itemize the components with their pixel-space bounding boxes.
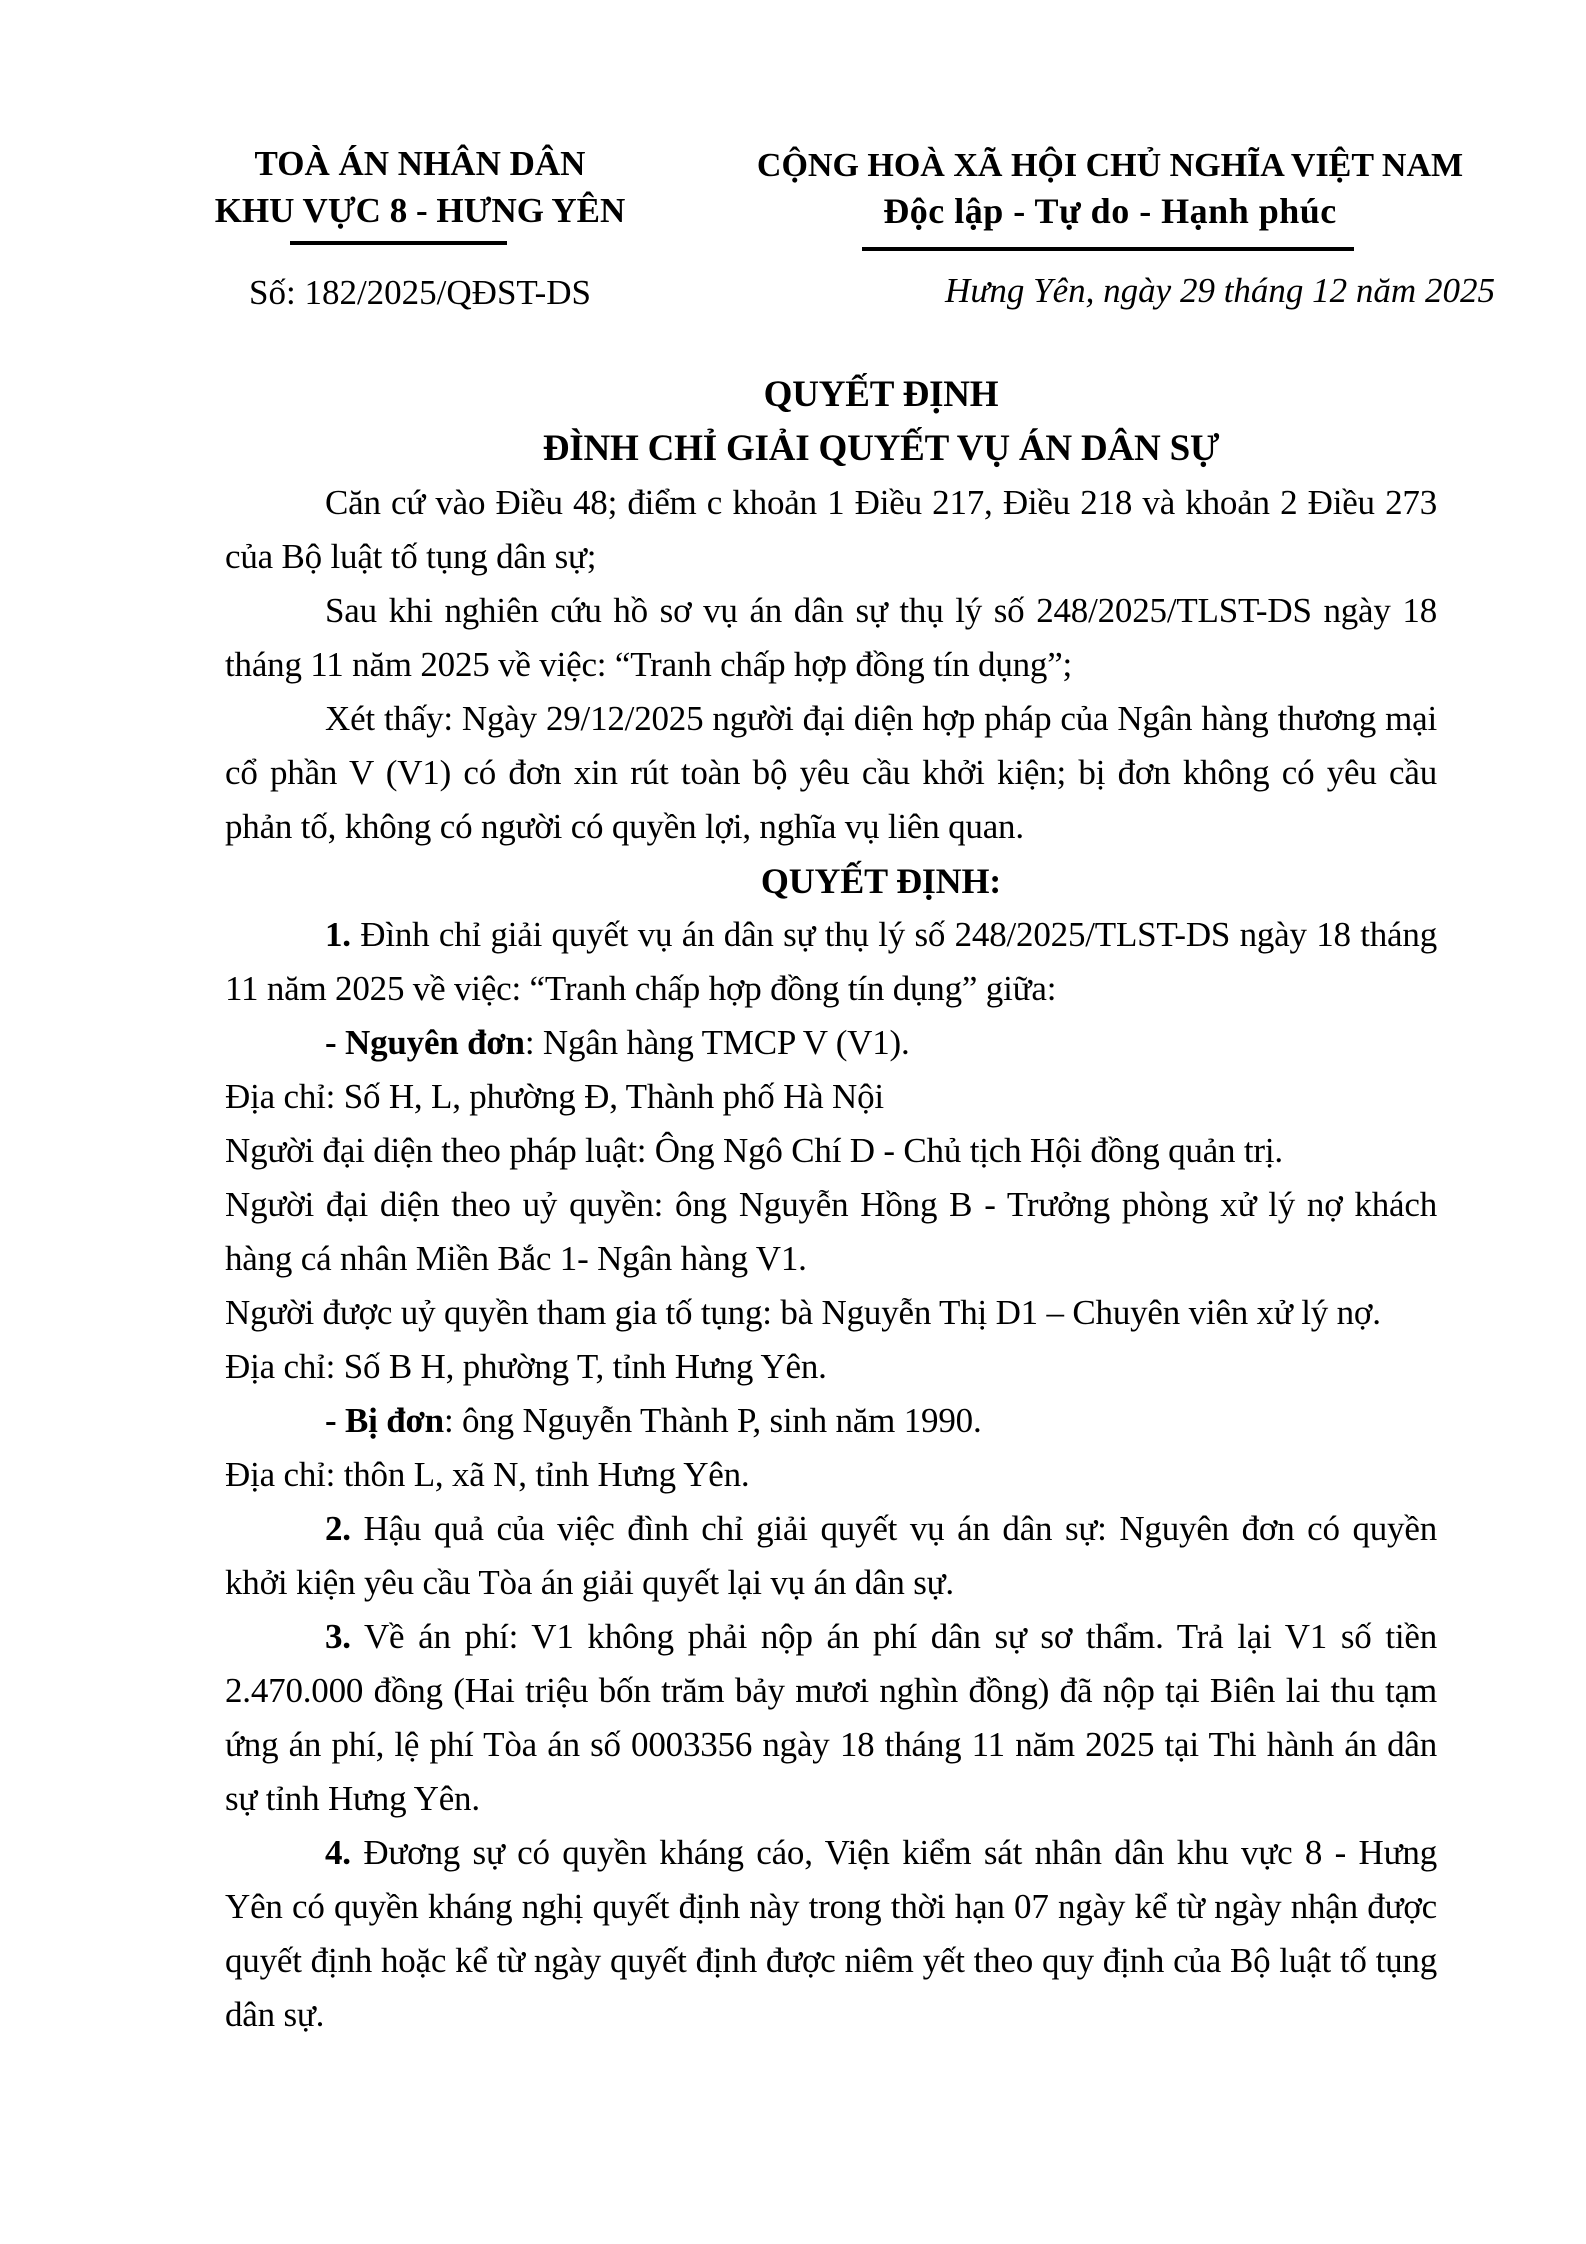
paragraph-lead: 3. (325, 1617, 351, 1656)
place-date-line: Hưng Yên, ngày 29 tháng 12 năm 2025 (945, 271, 1495, 310)
court-block-underline (290, 241, 507, 245)
legal-representative-line: Người đại diện theo pháp luật: Ông Ngô Chí D - Chủ tịch Hội đồng quản trị. (225, 1131, 1283, 1170)
plaintiff-address-line: Địa chỉ: Số H, L, phường Đ, Thành phố Hà Nội (225, 1077, 884, 1116)
decision-point-3: 3. Về án phí: V1 không phải nộp án phí dân sự sơ thẩm. Trả lại V1 số tiền 2.470.000 đồng (Hai triệu bốn trăm bảy mươi nghìn đồng) đã nộp tại Biên lai thu tạm ứng án phí, lệ phí Tòa án số 0003356 ngày 18 tháng 11 năm 2025 tại Thi hành án dân sự tỉnh Hưng Yên. (225, 1617, 1437, 1818)
paragraph-lead: 1. (325, 915, 351, 954)
document-number: Số: 182/2025/QĐST-DS (249, 273, 591, 312)
national-motto: Độc lập - Tự do - Hạnh phúc (883, 191, 1337, 231)
national-motto-underline (862, 247, 1354, 251)
document-content (225, 368, 1437, 2042)
national-title: CỘNG HOÀ XÃ HỘI CHỦ NGHĨA VIỆT NAM (756, 147, 1464, 184)
decision-point-2: 2. Hậu quả của việc đình chỉ giải quyết vụ án dân sự: Nguyên đơn có quyền khởi kiện yêu cầu Tòa án giải quyết lại vụ án dân sự. (225, 1509, 1437, 1602)
defendant-line: - Bị đơn: ông Nguyễn Thành P, sinh năm 1990. (325, 1401, 982, 1440)
findings-paragraph: Xét thấy: Ngày 29/12/2025 người đại diện hợp pháp của Ngân hàng thương mại cổ phần V (V1) có đơn xin rút toàn bộ yêu cầu khởi kiện; bị đơn không có yêu cầu phản tố, không có người có quyền lợi, nghĩa vụ liên quan. (225, 699, 1437, 846)
paragraph-lead: - Bị đơn (325, 1401, 444, 1440)
legal-basis-paragraph: Căn cứ vào Điều 48; điểm c khoản 1 Điều 217, Điều 218 và khoản 2 Điều 273 của Bộ luật tố tụng dân sự; (225, 483, 1437, 576)
decision-point-4: 4. Đương sự có quyền kháng cáo, Viện kiểm sát nhân dân khu vực 8 - Hưng Yên có quyền kháng nghị quyết định này trong thời hạn 07 ngày kể từ ngày nhận được quyết định hoặc kể từ ngày quyết định được niêm yết theo quy định của Bộ luật tố tụng dân sự. (225, 1833, 1437, 2034)
representative-address-line: Địa chỉ: Số B H, phường T, tỉnh Hưng Yên. (225, 1347, 827, 1386)
paragraph-lead: 4. (325, 1833, 351, 1872)
court-jurisdiction: KHU VỰC 8 - HƯNG YÊN (214, 191, 626, 230)
defendant-address-line: Địa chỉ: thôn L, xã N, tỉnh Hưng Yên. (225, 1455, 750, 1494)
decision-point-1: 1. Đình chỉ giải quyết vụ án dân sự thụ lý số 248/2025/TLST-DS ngày 18 tháng 11 năm 2025 về việc: “Tranh chấp hợp đồng tín dụng” giữa: (225, 915, 1437, 1008)
authorized-litigator-line: Người được uỷ quyền tham gia tố tụng: bà Nguyễn Thị D1 – Chuyên viên xử lý nợ. (225, 1293, 1381, 1332)
header-court-block (160, 140, 680, 234)
authorized-representative-line: Người đại diện theo uỷ quyền: ông Nguyễn Hồng B - Trưởng phòng xử lý nợ khách hàng cá nhân Miền Bắc 1- Ngân hàng V1. (225, 1185, 1437, 1278)
document-title-line1: QUYẾT ĐỊNH (763, 374, 999, 415)
court-name: TOÀ ÁN NHÂN DÂN (254, 144, 586, 183)
header-national-block (710, 144, 1510, 234)
document-body (225, 476, 1437, 2042)
case-review-paragraph: Sau khi nghiên cứu hồ sơ vụ án dân sự thụ lý số 248/2025/TLST-DS ngày 18 tháng 11 năm 2025 về việc: “Tranh chấp hợp đồng tín dụng”; (225, 591, 1437, 684)
document-title-line2: ĐÌNH CHỈ GIẢI QUYẾT VỤ ÁN DÂN SỰ (542, 428, 1220, 469)
paragraph-lead: - Nguyên đơn (325, 1023, 525, 1062)
decision-heading: QUYẾT ĐỊNH: (760, 861, 1002, 901)
plaintiff-line: - Nguyên đơn: Ngân hàng TMCP V (V1). (325, 1023, 910, 1062)
paragraph-lead: 2. (325, 1509, 351, 1548)
